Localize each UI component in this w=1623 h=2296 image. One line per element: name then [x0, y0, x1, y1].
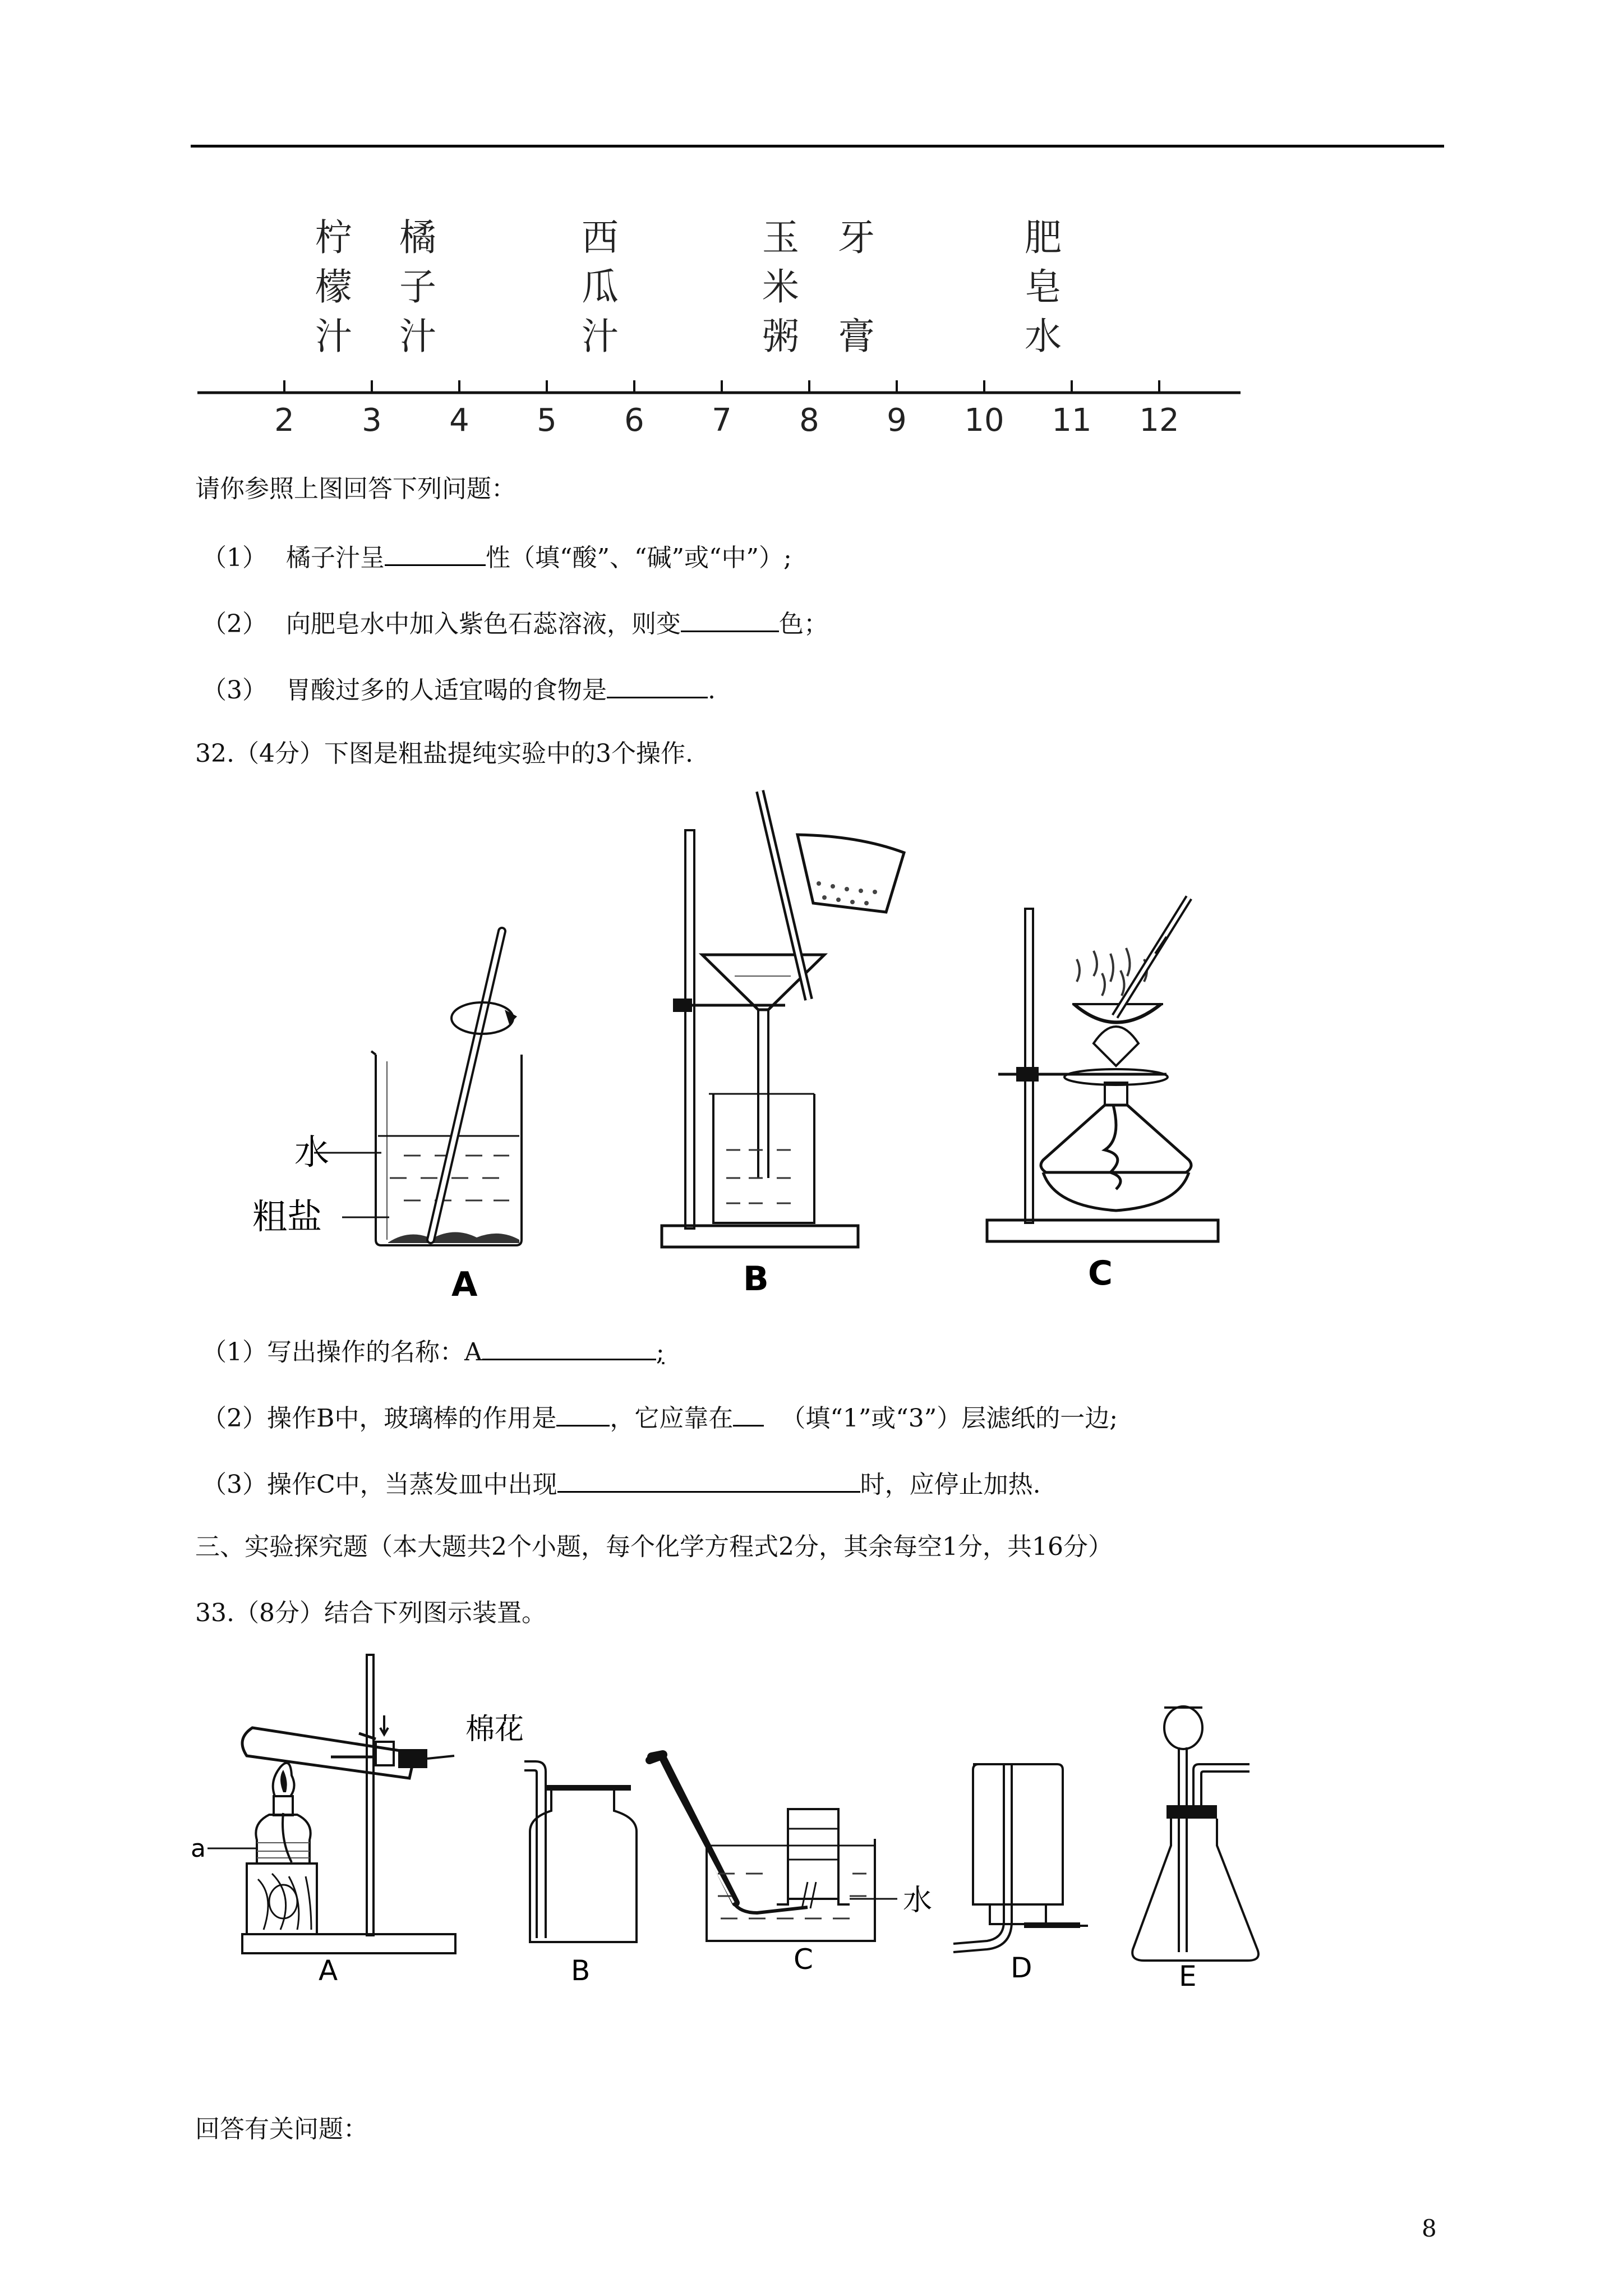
q33-title: 33.（8分）结合下列图示装置。: [195, 1599, 546, 1627]
q32-title: 32.（4分）下图是粗盐提纯实验中的3个操作.: [195, 739, 693, 768]
q31-item-2-text-b: 色；: [779, 610, 828, 638]
q32-item-2-blank-2[interactable]: [733, 1399, 764, 1427]
figure-dissolve-A: [241, 914, 555, 1307]
ph-label-corn-porridge: 玉 米 粥: [762, 216, 799, 358]
label-crude-salt: 粗盐: [252, 1196, 322, 1237]
figure-conical-flask-E: [1127, 1694, 1295, 1993]
ph-tick-label: 2: [274, 402, 294, 439]
label-a: a: [191, 1834, 206, 1863]
q31-item-1-blank[interactable]: [385, 539, 486, 566]
q33-answer-prompt: 回答有关问题：: [195, 2115, 368, 2143]
q31-item-3-text-b: .: [708, 676, 716, 705]
ph-tick-label: 10: [964, 402, 1004, 439]
figure-inverted-bottle-D: [953, 1753, 1099, 1986]
label-cotton: 棉花: [465, 1713, 524, 1746]
ph-tick-label: 7: [712, 402, 732, 439]
q32-item-3-text-a: （3）操作C中，当蒸发皿中出现: [202, 1470, 557, 1499]
q31-item-3-num: （3）: [202, 676, 267, 705]
q32-item-3-text-b: 时，应停止加热.: [860, 1470, 1041, 1499]
ph-tick-label: 11: [1052, 402, 1092, 439]
ph-label-orange: 橘 子 汁: [399, 216, 436, 358]
figure-apparatus-A: [191, 1655, 524, 1987]
figure-gas-bottle-B: [502, 1750, 648, 1986]
ph-tick-label: 3: [362, 402, 382, 439]
ph-tick-label: 9: [887, 402, 907, 439]
ph-tick-label: 8: [799, 402, 819, 439]
page-number: 8: [1422, 2215, 1437, 2242]
q31-item-1-text-a: 橘子汁呈: [286, 544, 385, 572]
q31-item-3-blank[interactable]: [607, 671, 708, 698]
q31-item-2-num: （2）: [202, 610, 267, 638]
label-figure-E: E: [1179, 1960, 1197, 1993]
q31-item-2-blank[interactable]: [681, 605, 779, 632]
q32-item-1-text-a: （1）写出操作的名称：A: [202, 1338, 482, 1366]
q31-item-3: [202, 671, 716, 707]
label-water: 水: [294, 1131, 330, 1172]
section-3-heading: 三、实验探究题（本大题共2个小题，每个化学方程式2分，其余每空1分，共16分）: [195, 1533, 1113, 1561]
q31-item-1-text-b: 性（填“酸”、“碱”或“中”）;: [486, 544, 792, 572]
ph-tick-label: 4: [449, 402, 469, 439]
q32-item-2-blank-1[interactable]: [556, 1399, 610, 1427]
ph-label-lemon: 柠 檬 汁: [315, 216, 352, 358]
q32-item-3-blank[interactable]: [557, 1465, 860, 1493]
q32-item-3: [202, 1465, 1041, 1502]
q31-item-2-text-a: 向肥皂水中加入紫色石蕊溶液，则变: [286, 610, 681, 638]
ph-tick-label: 12: [1139, 402, 1179, 439]
ph-ticks: [274, 380, 1179, 439]
q31-item-1: [202, 539, 792, 575]
figure-water-trough-C: [639, 1745, 976, 1986]
q32-item-1-blank[interactable]: [482, 1333, 656, 1360]
ph-label-watermelon: 西 瓜 汁: [582, 216, 619, 358]
label-figure-B: B: [743, 1259, 769, 1299]
header-rule: [191, 145, 1444, 148]
q31-item-2: [202, 605, 828, 641]
ph-scale: [185, 359, 1251, 449]
q32-item-2: [202, 1399, 1118, 1435]
q32-item-1: [202, 1333, 665, 1369]
label-figure-C: C: [1088, 1254, 1113, 1293]
q31-item-1-num: （1）: [202, 544, 267, 572]
q32-item-2-text-c: （填“1”或“3”）层滤纸的一边;: [781, 1404, 1118, 1433]
ph-label-soap-water: 肥 皂 水: [1025, 216, 1062, 358]
q31-intro: 请你参照上图回答下列问题：: [195, 475, 516, 503]
label-figure-D: D: [1011, 1952, 1032, 1984]
figure-filtration-B: [651, 791, 920, 1307]
ph-label-toothpaste: 牙 膏: [838, 216, 875, 358]
q32-item-2-text-b: ，它应靠在: [610, 1404, 734, 1433]
label-figure-A: A: [451, 1265, 478, 1304]
q32-item-2-text-a: （2）操作B中，玻璃棒的作用是: [202, 1404, 557, 1433]
q32-item-1-text-b: ;: [656, 1338, 665, 1366]
label-figure-B2: B: [571, 1954, 591, 1987]
label-figure-A2: A: [319, 1954, 338, 1987]
label-water-2: 水: [903, 1884, 933, 1917]
q31-item-3-text-a: 胃酸过多的人适宜喝的食物是: [286, 676, 607, 705]
label-figure-C2: C: [794, 1943, 813, 1976]
ph-tick-label: 5: [537, 402, 557, 439]
figure-evaporation-C: [976, 892, 1234, 1307]
ph-tick-label: 6: [624, 402, 644, 439]
